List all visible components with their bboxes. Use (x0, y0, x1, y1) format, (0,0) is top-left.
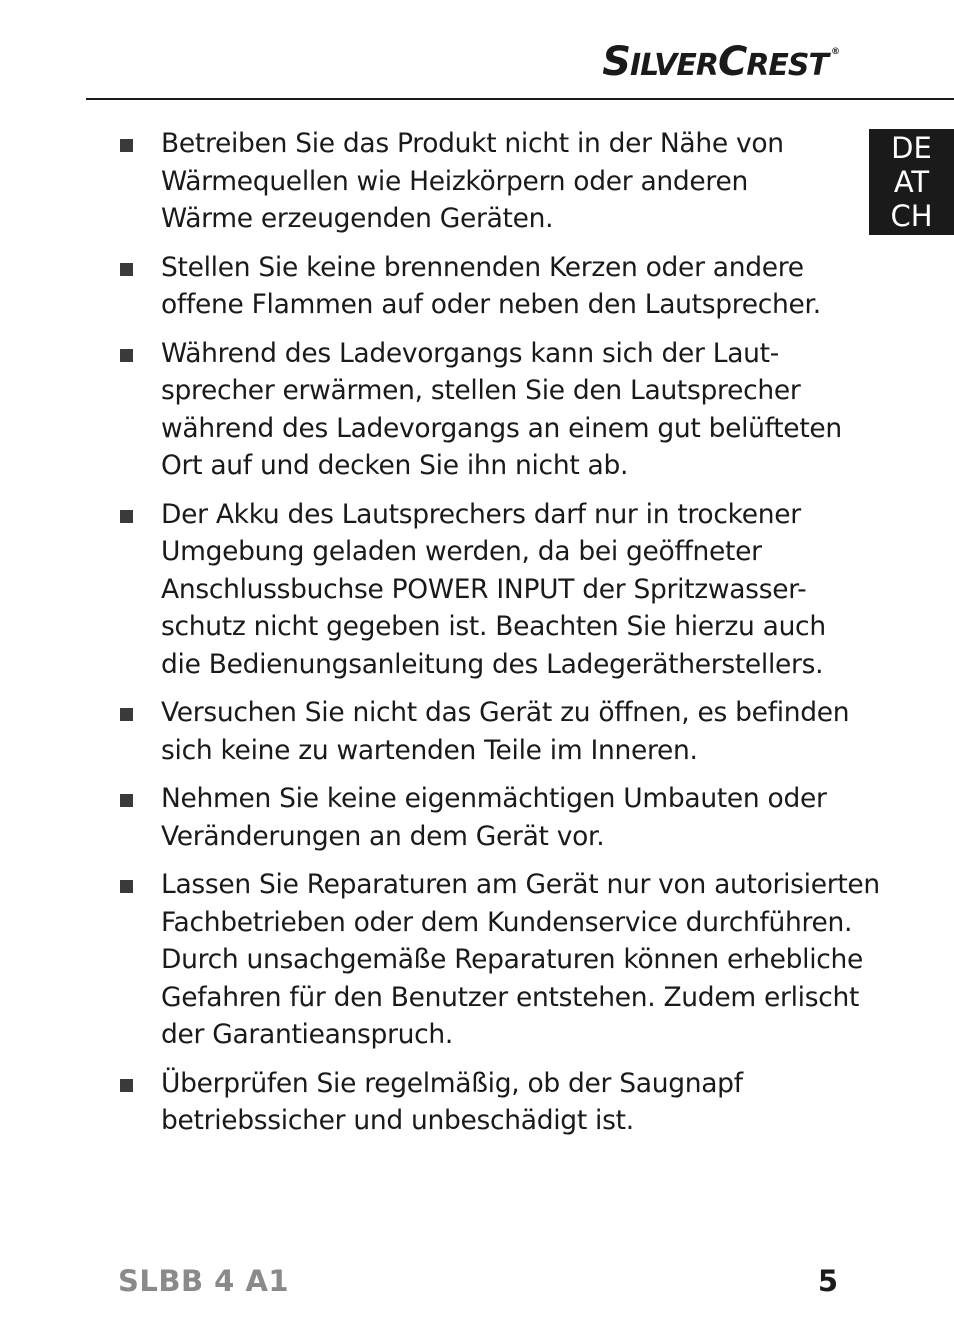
list-item (118, 1065, 848, 1140)
item-line: die Bedienungsanleitung des Ladegerätherstellers. (161, 648, 824, 680)
lang-at: AT (893, 165, 930, 199)
item-line: Stellen Sie keine brennenden Kerzen oder andere (161, 251, 804, 283)
list-item (118, 496, 848, 684)
item-line: Umgebung geladen werden, da bei geöffneter (161, 536, 762, 567)
list-item (118, 125, 848, 238)
item-line: Gefahren für den Benutzer entstehen. Zudem erlischt (161, 981, 860, 1013)
item-line: Fachbetrieben oder dem Kundenservice durchführen. (161, 906, 853, 938)
square-bullet-icon (120, 510, 133, 523)
model-number: SLBB 4 A1 (118, 1264, 290, 1298)
item-line: Der Akku des Lautsprechers darf nur in trockener (161, 498, 801, 530)
square-bullet-icon (120, 794, 133, 807)
brand-letters-rest: REST (746, 48, 828, 83)
brand-letters-ilver: ILVER (630, 48, 718, 83)
list-item (118, 866, 880, 1054)
list-item (118, 780, 848, 855)
item-line: Während des Ladevorgangs kann sich der Laut- (161, 337, 779, 369)
item-line: Ort auf und decken Sie ihn nicht ab. (161, 450, 629, 481)
lang-de: DE (891, 131, 932, 165)
item-line: Durch unsachgemäße Reparaturen können erhebliche (161, 944, 864, 975)
square-bullet-icon (120, 349, 133, 362)
list-item (118, 249, 848, 324)
item-line: Anschlussbuchse POWER INPUT der Spritzwasser- (161, 573, 807, 605)
square-bullet-icon (120, 880, 133, 893)
registered-mark: ® (831, 47, 839, 57)
page-number: 5 (817, 1264, 838, 1298)
square-bullet-icon (120, 708, 133, 721)
language-tab (869, 129, 954, 235)
item-line: sich keine zu wartenden Teile im Inneren. (161, 734, 698, 766)
item-line: Nehmen Sie keine eigenmächtigen Umbauten oder (161, 783, 827, 814)
header-rule (86, 98, 954, 100)
lang-ch: CH (890, 199, 933, 233)
item-line: Versuchen Sie nicht das Gerät zu öffnen, es befinden (161, 697, 850, 728)
item-line: Wärmequellen wie Heizkörpern oder anderen (161, 165, 748, 197)
list-item (118, 335, 848, 485)
item-line: Überprüfen Sie regelmäßig, ob der Saugnapf (161, 1067, 743, 1099)
brand-letter-s: S (602, 39, 630, 85)
item-line: Wärme erzeugenden Geräten. (161, 203, 554, 234)
item-line: offene Flammen auf oder neben den Lautsprecher. (161, 289, 821, 320)
item-line: betriebssicher und unbeschädigt ist. (161, 1105, 634, 1136)
item-line: Veränderungen an dem Gerät vor. (161, 820, 605, 852)
square-bullet-icon (120, 139, 133, 152)
square-bullet-icon (120, 263, 133, 276)
item-line: sprecher erwärmen, stellen Sie den Lautsprecher (161, 375, 801, 406)
brand-logo (602, 39, 839, 85)
list-item (118, 694, 848, 769)
item-line: schutz nicht gegeben ist. Beachten Sie hierzu auch (161, 611, 826, 642)
item-line: Lassen Sie Reparaturen am Gerät nur von autorisierten (161, 869, 880, 900)
item-line: der Garantieanspruch. (161, 1019, 454, 1050)
brand-letter-c: C (717, 39, 747, 85)
safety-list (118, 125, 880, 1151)
item-line: während des Ladevorgangs an einem gut belüfteten (161, 412, 842, 444)
square-bullet-icon (120, 1079, 133, 1092)
item-line: Betreiben Sie das Produkt nicht in der Nähe von (161, 128, 784, 159)
